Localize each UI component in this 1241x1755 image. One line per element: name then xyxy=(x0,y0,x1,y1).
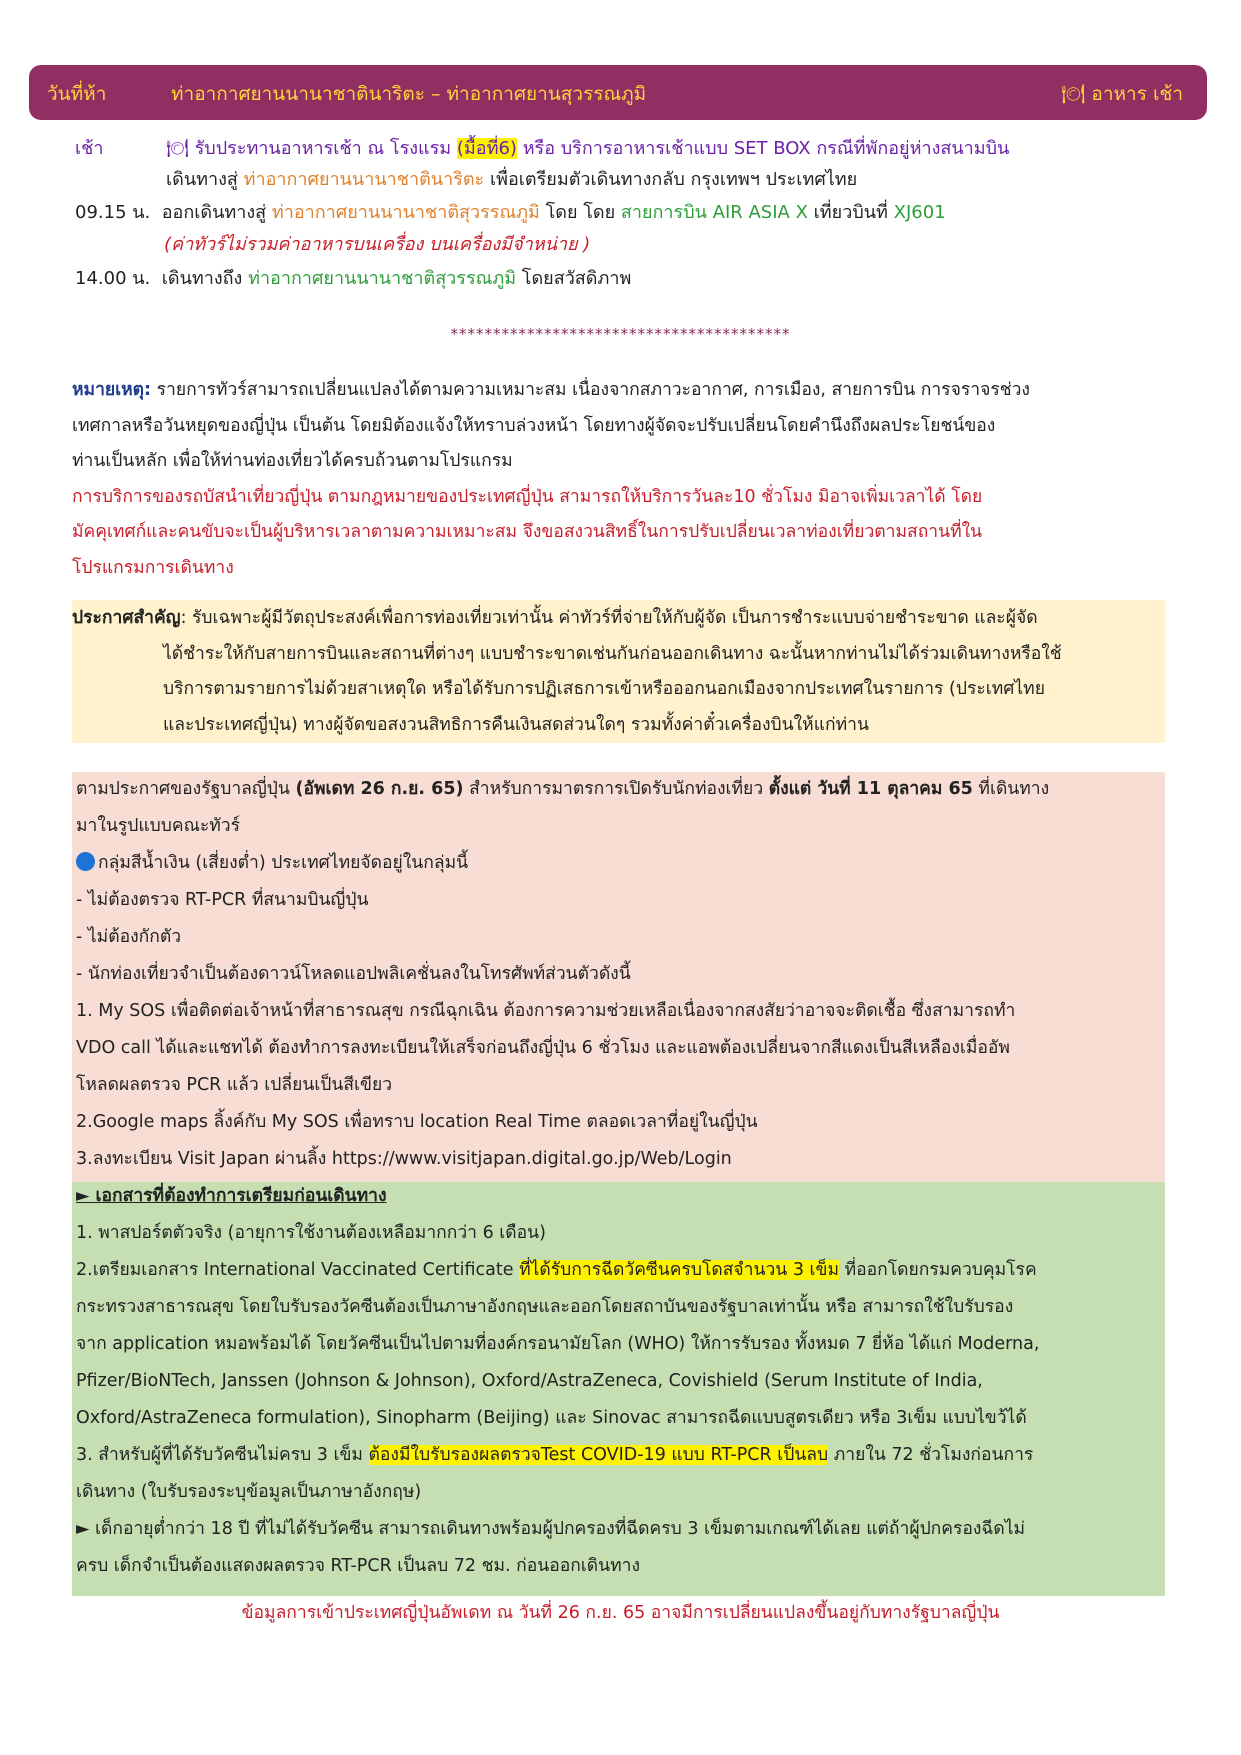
document-item: เดินทาง (ใบรับรองระบุข้อมูลเป็นภาษาอังกฤษ) xyxy=(76,1482,422,1502)
narita-airport: ท่าอากาศยานนานาชาตินาริตะ xyxy=(243,169,485,190)
document-item: Pfizer/BioNTech, Janssen (Johnson & Johnson), Oxford/AstraZeneca, Covishield (Serum Institute of India, xyxy=(76,1371,983,1391)
suvarnabhumi-airport: ท่าอากาศยานนานาชาติสุวรรณภูมิ xyxy=(271,202,540,223)
pcr-highlight: ต้องมีใบรับรองผลตรวจTest COVID-19 แบบ RT-PCR เป็นลบ xyxy=(368,1445,829,1465)
day-label: วันที่ห้า xyxy=(47,83,107,105)
morning-label: เช้า xyxy=(75,138,104,159)
app-item: VDO call ได้และแชทได้ ต้องทำการลงทะเบียนให้เสร็จก่อนถึงญี่ปุ่น 6 ชั่วโมง และแอพต้องเปลี่ยนจากสีแดงเป็นสีเหลืองเมื่ออัพ xyxy=(76,1038,1010,1058)
bus-service-line: มัคคุเทศก์และคนขับจะเป็นผู้บริหารเวลาตามความเหมาะสม จึงขอสงวนสิทธิ์ในการปรับเปลี่ยนเวลาท่องเที่ยวตามสถานที่ใน xyxy=(72,522,983,542)
remark-label: หมายเหตุ: xyxy=(72,380,152,400)
notice-line: บริการตามรายการไม่ด้วยสาเหตุใด หรือได้รับการปฏิเสธการเข้าหรือออกนอกเมืองจากประเทศในรายการ (ประเทศไทย xyxy=(163,679,1045,699)
document-item: Oxford/AstraZeneca formulation), Sinopharm (Beijing) และ Sinovac สามารถฉีดแบบสูตรเดียว หรือ 3เข็ม แบบไขว้ได้ xyxy=(76,1408,1027,1428)
day-header-bar xyxy=(29,65,1207,120)
arrival-line: 14.00 น. เดินทางถึง ท่าอากาศยานนานาชาติสุวรรณภูมิ โดยสวัสดิภาพ xyxy=(75,268,632,289)
rule-item: - ไม่ต้องกักตัว xyxy=(76,927,182,947)
airline-name: สายการบิน AIR ASIA X xyxy=(620,202,808,223)
remark-line: ท่านเป็นหลัก เพื่อให้ท่านท่องเที่ยวได้ครบถ้วนตามโปรแกรม xyxy=(72,451,513,471)
remark-line: หมายเหตุ: รายการทัวร์สามารถเปลี่ยนแปลงได้ตามความเหมาะสม เนื่องจากสภาวะอากาศ, การเมือง, สายการบิน การจราจรช่วง xyxy=(72,380,1030,400)
notice-line: ได้ชำระให้กับสายการบินและสถานที่ต่างๆ แบบชำระขาดเช่นกันก่อนออกเดินทาง ฉะนั้นหากท่านไม่ได้ร่วมเดินทางหรือใช้ xyxy=(163,643,1062,664)
footer-note: ข้อมูลการเข้าประเทศญี่ปุ่นอัพเดท ณ วันที่ 26 ก.ย. 65 อาจมีการเปลี่ยนแปลงขึ้นอยู่กับทางรัฐบาลญี่ปุ่น xyxy=(241,1603,1000,1623)
separator: **************************************** xyxy=(450,325,791,343)
notice-label: ประกาศสำคัญ xyxy=(72,608,181,628)
app-item: 2.Google maps ลิ้งค์กับ My SOS เพื่อทราบ location Real Time ตลอดเวลาที่อยู่ในญี่ปุ่น xyxy=(76,1112,758,1132)
departure-line: 09.15 น. ออกเดินทางสู่ ท่าอากาศยานนานาชาติสุวรรณภูมิ โดย โดย สายการบิน AIR ASIA X เที่ยวบินที่ XJ601 xyxy=(75,202,946,223)
bus-service-line: โปรแกรมการเดินทาง xyxy=(72,557,234,578)
notice-line: และประเทศญี่ปุ่น) ทางผู้จัดขอสงวนสิทธิการคืนเงินสดส่วนใดๆ รวมทั้งค่าตั๋วเครื่องบินให้แก่ท่าน xyxy=(163,714,869,735)
japan-intro-line-2: มาในรูปแบบคณะทัวร์ xyxy=(76,816,240,836)
document-item: ครบ เด็กจำเป็นต้องแสดงผลตรวจ RT-PCR เป็นลบ 72 ชม. ก่อนออกเดินทาง xyxy=(76,1556,641,1576)
document-item: ► เด็กอายุต่ำกว่า 18 ปี ที่ไม่ได้รับวัคซีน สามารถเดินทางพร้อมผู้ปกครองที่ฉีดครบ 3 เข็มตามเกณฑ์ได้เลย แต่ถ้าผู้ปกครองฉีดไม่ xyxy=(76,1519,1026,1539)
app-item: 3.ลงทะเบียน Visit Japan ผ่านลิ้ง https://www.visitjapan.digital.go.jp/Web/Login xyxy=(76,1149,732,1169)
meal-on-board-note: (ค่าทัวร์ไม่รวมค่าอาหารบนเครื่อง บนเครื่องมีจำหน่าย ) xyxy=(164,234,591,255)
departure-time: 09.15 น. xyxy=(75,202,151,223)
document-item: 3. สำหรับผู้ที่ได้รับวัคซีนไม่ครบ 3 เข็ม ต้องมีใบรับรองผลตรวจTest COVID-19 แบบ RT-PCR เป็นลบ ภายใน 72 ชั่วโมงก่อนการ xyxy=(76,1445,1034,1465)
breakfast-line: 🍽 รับประทานอาหารเช้า ณ โรงแรม (มื้อที่6) หรือ บริการอาหารเช้าแบบ SET BOX กรณีที่พักอยู่ห่างสนามบิน xyxy=(166,138,1010,159)
effective-date: ตั้งแต่ วันที่ 11 ตุลาคม 65 xyxy=(768,779,973,799)
update-date: (อัพเดท 26 ก.ย. 65) xyxy=(295,779,464,799)
meal-number-highlight: (มื้อที่6) xyxy=(456,138,517,159)
remark-section xyxy=(72,373,1162,586)
rule-item: - ไม่ต้องตรวจ RT-PCR ที่สนามบินญี่ปุ่น xyxy=(76,890,369,910)
app-item: 1. My SOS เพื่อติดต่อเจ้าหน้าที่สาธารณสุข กรณีฉุกเฉิน ต้องการความช่วยเหลือเนื่องจากสงสัยว่าอาจจะติดเชื้อ ซึ่งสามารถทำ xyxy=(76,1001,1016,1021)
notice-line: ประกาศสำคัญ: รับเฉพาะผู้มีวัตถุประสงค์เพื่อการท่องเที่ยวเท่านั้น ค่าทัวร์ที่จ่ายให้กับผู้จัด เป็นการชำระแบบจ่ายชำระขาด และผู้จัด xyxy=(72,608,1038,628)
travel-line: เดินทางสู่ ท่าอากาศยานนานาชาตินาริตะ เพื่อเตรียมตัวเดินทางกลับ กรุงเทพฯ ประเทศไทย xyxy=(166,169,858,190)
bus-service-line: การบริการของรถบัสนำเที่ยวญี่ปุ่น ตามกฎหมายของประเทศญี่ปุ่น สามารถให้บริการวันละ10 ชั่วโมง มิอาจเพิ่มเวลาได้ โดย xyxy=(72,486,983,507)
blue-group-line: กลุ่มสีน้ำเงิน (เสี่ยงต่ำ) ประเทศไทยจัดอยู่ในกลุ่มนี้ xyxy=(76,845,468,881)
notice-section xyxy=(72,601,1162,743)
itinerary-morning xyxy=(75,136,103,162)
meal-icon: 🍽 xyxy=(166,138,189,159)
meal-label: 🍽 อาหาร เช้า xyxy=(1061,83,1183,105)
arrival-airport: ท่าอากาศยานนานาชาติสุวรรณภูมิ xyxy=(248,268,517,289)
flight-number: XJ601 xyxy=(893,202,946,223)
document-item: กระทรวงสาธารณสุข โดยใบรับรองวัคซีนต้องเป็นภาษาอังกฤษและออกโดยสถาบันของรัฐบาลเท่านั้น หรือ สามารถใช้ใบรับรอง xyxy=(76,1297,1014,1317)
rule-item: - นักท่องเที่ยวจำเป็นต้องดาวน์โหลดแอปพลิเคชั่นลงในโทรศัพท์ส่วนตัวดังนี้ xyxy=(76,964,631,984)
arrival-time: 14.00 น. xyxy=(75,268,151,289)
route-title: ท่าอากาศยานนานาชาตินาริตะ – ท่าอากาศยานสุวรรณภูมิ xyxy=(171,83,647,105)
blue-circle-icon xyxy=(76,852,95,871)
remark-line: เทศกาลหรือวันหยุดของญี่ปุ่น เป็นต้น โดยมิต้องแจ้งให้ทราบล่วงหน้า โดยทางผู้จัดจะปรับเปลี่ยนโดยคำนึงถึงผลประโยชน์ของ xyxy=(72,415,996,436)
document-item: 2.เตรียมเอกสาร International Vaccinated Certificate ที่ได้รับการฉีดวัคซีนครบโดสจำนวน 3 เข็ม ที่ออกโดยกรมควบคุมโรค xyxy=(76,1260,1037,1280)
document-item: 1. พาสปอร์ตตัวจริง (อายุการใช้งานต้องเหลือมากกว่า 6 เดือน) xyxy=(76,1223,546,1243)
vaccine-highlight: ที่ได้รับการฉีดวัคซีนครบโดสจำนวน 3 เข็ม xyxy=(519,1260,839,1280)
app-item: โหลดผลตรวจ PCR แล้ว เปลี่ยนเป็นสีเขียว xyxy=(76,1075,393,1095)
meal-icon: 🍽 xyxy=(1061,83,1086,105)
documents-heading: ► เอกสารที่ต้องทำการเตรียมก่อนเดินทาง xyxy=(76,1186,387,1206)
document-item: จาก application หมอพร้อมได้ โดยวัคซีนเป็นไปตามที่องค์กรอนามัยโลก (WHO) ให้การรับรอง ทั้งหมด 7 ยี่ห้อ ได้แก่ Moderna, xyxy=(76,1334,1040,1354)
japan-intro-line: ตามประกาศของรัฐบาลญี่ปุ่น (อัพเดท 26 ก.ย. 65) สำหรับการมาตรการเปิดรับนักท่องเที่ยว ตั้งแต่ วันที่ 11 ตุลาคม 65 ที่เดินทาง xyxy=(76,779,1050,799)
